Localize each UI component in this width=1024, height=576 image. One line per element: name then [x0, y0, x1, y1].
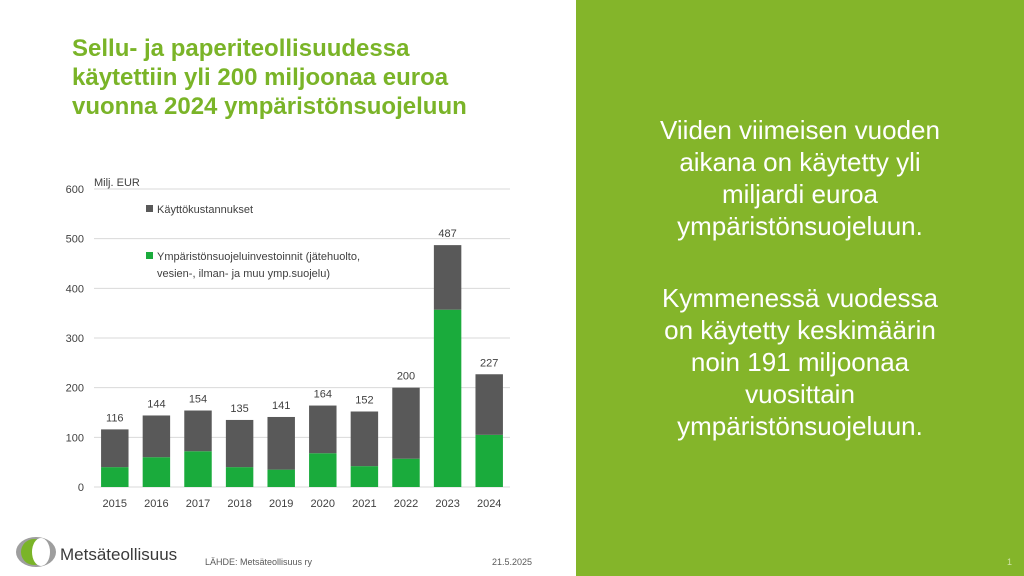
y-tick-label: 200 [65, 382, 84, 395]
data-label-total: 154 [188, 393, 208, 406]
y-tick-label: 600 [65, 184, 84, 196]
x-tick-label: 2015 [102, 498, 128, 510]
bar-segment [267, 417, 294, 470]
info-p1-line: ympäristönsuojeluun. [677, 211, 923, 241]
bar-segment [184, 451, 211, 487]
bar-segment [475, 435, 502, 487]
bar-segment [101, 429, 128, 467]
bar-segment [351, 466, 378, 487]
y-tick-label: 400 [65, 283, 84, 296]
data-label-total: 152 [355, 394, 374, 407]
data-label-total: 164 [313, 388, 332, 401]
y-unit-label: Milj. EUR [94, 177, 140, 189]
bar-segment [309, 453, 336, 487]
x-tick-label: 2023 [435, 498, 460, 510]
x-tick-label: 2016 [144, 498, 169, 510]
info-p1-line: aikana on käytetty yli [679, 147, 921, 177]
bar-segment [101, 467, 128, 487]
bar-segment [392, 388, 419, 459]
y-tick-label: 0 [77, 482, 84, 494]
page-number: 1 [1007, 557, 1013, 567]
legend-label: Käyttökustannukset [157, 204, 254, 216]
y-tick-label: 500 [65, 233, 84, 246]
data-label-total: 487 [438, 228, 457, 241]
x-tick-label: 2017 [185, 498, 211, 510]
info-p2-line: ympäristönsuojeluun. [677, 411, 923, 441]
info-p2-line: noin 191 miljoonaa [690, 347, 910, 377]
x-tick-label: 2020 [310, 498, 336, 510]
title-line-1: Sellu- ja paperiteollisuudessa [72, 35, 410, 62]
right-info-panel [576, 0, 1024, 576]
bar-segment [309, 406, 336, 454]
bar-segment [351, 412, 378, 467]
info-p2-line: vuosittain [745, 379, 855, 409]
bar-segment [267, 470, 294, 487]
x-tick-label: 2024 [476, 498, 502, 510]
x-tick-label: 2018 [227, 498, 252, 510]
info-p2-line: on käytetty keskimäärin [664, 315, 936, 345]
data-label-total: 141 [272, 399, 291, 412]
bar-segment [184, 411, 211, 452]
legend-label: vesien-, ilman- ja muu ymp.suojelu) [157, 268, 331, 280]
bar-segment [226, 420, 253, 467]
slide-date: 21.5.2025 [492, 557, 533, 567]
title-line-3: vuonna 2024 ympäristönsuojeluun [72, 93, 467, 120]
info-paragraph-1 [576, 114, 1024, 242]
data-label-total: 135 [230, 402, 249, 415]
legend-swatch [146, 205, 153, 212]
bar-segment [475, 374, 502, 435]
bar-segment [143, 415, 170, 457]
y-tick-label: 300 [65, 333, 84, 345]
x-tick-label: 2019 [268, 498, 294, 510]
bar-segment [392, 459, 419, 487]
info-p1-line: miljardi euroa [721, 179, 879, 209]
metsateollisuus-logo-icon [14, 535, 58, 569]
stacked-bar-chart [60, 170, 530, 515]
legend-label: Ympäristönsuojeluinvestoinnit (jätehuolto, [157, 251, 361, 263]
source-note: LÄHDE: Metsäteollisuus ry [205, 557, 313, 567]
data-label-total: 144 [147, 398, 166, 411]
bar-segment [434, 245, 461, 310]
logo-text: Metsäteollisuus [60, 545, 178, 564]
info-p1-line: Viiden viimeisen vuoden [660, 115, 940, 145]
info-p2-line: Kymmenessä vuodessa [661, 283, 939, 313]
x-tick-label: 2022 [393, 498, 419, 510]
info-paragraph-2 [576, 282, 1024, 442]
title-line-2: käytettiin yli 200 miljoonaa euroa [72, 64, 449, 91]
data-label-total: 200 [396, 370, 416, 383]
y-tick-label: 100 [65, 432, 84, 445]
data-label-total: 116 [106, 412, 124, 425]
bar-segment [143, 457, 170, 487]
page-title [72, 34, 552, 121]
data-label-total: 227 [480, 357, 499, 370]
bar-segment [226, 467, 253, 487]
x-tick-label: 2021 [352, 498, 377, 510]
bar-segment [434, 310, 461, 487]
legend-swatch [146, 252, 153, 259]
